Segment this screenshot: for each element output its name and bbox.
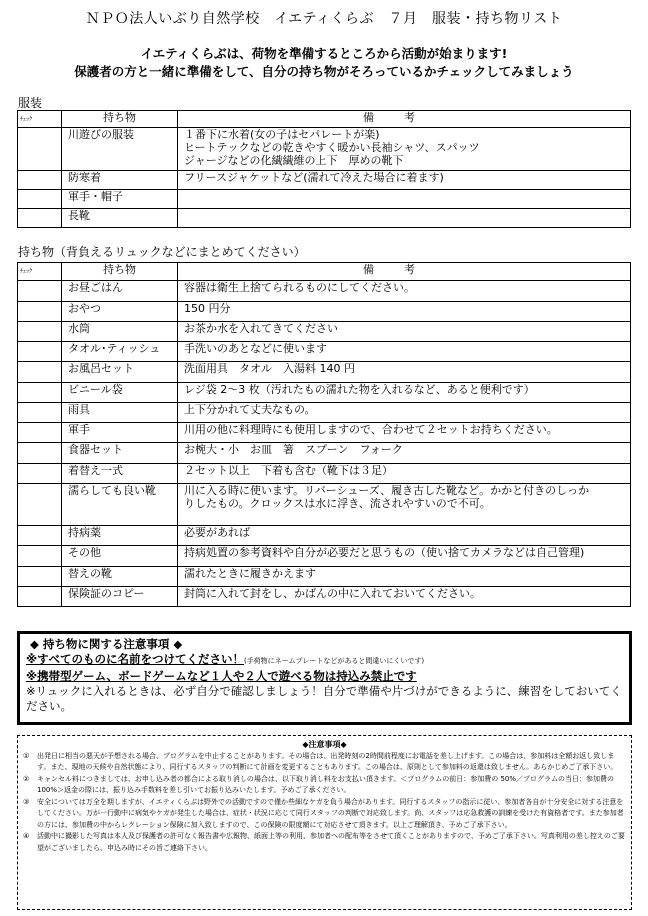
note-cell [178, 209, 631, 228]
terms-item [23, 797, 626, 832]
terms-item-number: ① [23, 751, 30, 760]
check-box-cell[interactable] [18, 526, 62, 546]
table-row [18, 423, 631, 443]
table-row [18, 302, 631, 322]
note-line: 持病処置の参考資料や自分が必要だと思うもの（使い捨てカメラなどは自己管理) [184, 546, 585, 559]
terms-item [23, 774, 626, 797]
note-line: 150 円分 [184, 302, 231, 315]
table-row [18, 190, 631, 209]
note-cell [178, 281, 631, 302]
item-cell: おやつ [62, 302, 178, 322]
item-column-header: 持ち物 [62, 263, 178, 281]
note-cell [178, 362, 631, 383]
note-line: ヒートテックなどの乾きやすく暖かい長袖シャツ、スパッツ [184, 141, 480, 154]
table-row [18, 526, 631, 546]
belongings-section-label: 持ち物（背負えるリュックなどにまとめてください） [18, 245, 306, 259]
note-cell [178, 302, 631, 322]
note-column-header: 備考 [178, 263, 631, 281]
terms-list [23, 751, 626, 855]
note-cell [178, 383, 631, 403]
item-column-header: 持ち物 [62, 111, 178, 128]
note-cell [178, 171, 631, 190]
table-row [18, 362, 631, 383]
check-box-cell[interactable] [18, 362, 62, 383]
note-line: 川用の他に料理時にも使用しますので、合わせて２セットお持ちください。 [184, 423, 558, 436]
table-row [18, 567, 631, 587]
terms-item-number: ② [23, 774, 30, 783]
terms-item-text: キャンセル料につきましては、お申し込み者の都合による取り消しの場合は、以下取り消し料をお支払い頂きます。＜プログラムの前日：参加費の 50%／プログラムの当日：参加費の 100%＞返金の際には、振り込み手数料を差し引いてお振り込みいたします。予めご了承ください。 [37, 774, 614, 794]
check-box-cell[interactable] [18, 567, 62, 587]
item-cell: 食器セット [62, 443, 178, 464]
item-cell: 替えの靴 [62, 567, 178, 587]
item-cell: 川遊びの服装 [62, 128, 178, 171]
terms-item [23, 831, 626, 854]
check-box-cell[interactable] [18, 443, 62, 464]
check-box-cell[interactable] [18, 484, 62, 526]
note-cell [178, 342, 631, 362]
table-row [18, 128, 631, 171]
table-row [18, 322, 631, 342]
table-row [18, 403, 631, 423]
table-row [18, 587, 631, 607]
note-cell [178, 423, 631, 443]
note-line: 濡れたときに履きかえます [184, 567, 316, 580]
table-row [18, 464, 631, 484]
note-line: りしたもの。クロックスは水に浮き、流されやすいので不可。 [184, 497, 491, 510]
item-cell: 持病薬 [62, 526, 178, 546]
note-cell [178, 128, 631, 171]
belongings-table [17, 262, 631, 607]
terms-item-number: ③ [23, 797, 30, 806]
table-row [18, 171, 631, 190]
terms-item-text: 安全については万全を期しますが、イエティくらぶは野外での活動ですので僅か些細なケガを負う場合があります。同行するスタッフの指示に従い、参加者各自が十分安全に対する注意をしてください。万が一行動中に病気やケガが発生した場合は、症状・状況に応じて同行スタッフの判断で対応致します。尚、スタッフは応急救護の訓練を受けた有資格者です。また参加者の方には、参加費の中からレクレーション保険に加入致しますので、この保険の限度額にて対応させて頂きます。以上ご理解頂き、予めご了承下さい。 [37, 797, 624, 829]
note-line: 上下分かれて丈夫なもの。 [184, 403, 316, 416]
notice-no-games: ※携帯型ゲーム、ボードゲームなど１人や２人で遊べる物は持込み禁止です [26, 669, 417, 683]
note-cell [178, 464, 631, 484]
terms-item-text: 活動中に撮影した写真は本人及び保護者の許可なく報告書や広報物、紙面上等の利用、参加者への配布等をさせて頂くことがありますので、予めご了承下さい。写真利用の差し控えのご要望がございましたら、申込み時にその旨ご連絡下さい。 [37, 832, 625, 852]
note-line: お椀大・小 お皿 箸 スプーン フォーク [184, 443, 403, 456]
check-box-cell[interactable] [18, 322, 62, 342]
check-box-cell[interactable] [18, 546, 62, 567]
note-line: お茶か水を入れてきてください [184, 322, 338, 335]
clothing-section-label: 服装 [18, 96, 43, 110]
table-row [18, 383, 631, 403]
table-row [18, 484, 631, 526]
belongings-notice-box [17, 631, 632, 725]
note-line: 必要があれば [184, 526, 250, 539]
item-cell: タオル･ティッシュ [62, 342, 178, 362]
item-cell: 濡らしても良い靴 [62, 484, 178, 526]
check-box-cell[interactable] [18, 383, 62, 403]
item-cell: お昼ごはん [62, 281, 178, 302]
item-cell: 着替え一式 [62, 464, 178, 484]
note-line: 容器は衛生上捨てられるものにしてください。 [184, 281, 415, 294]
intro-text [0, 45, 648, 81]
check-box-cell[interactable] [18, 128, 62, 171]
clothing-table [17, 110, 631, 228]
table-row [18, 209, 631, 228]
item-cell: 軍手・帽子 [62, 190, 178, 209]
note-line: 洗面用具 タオル 入湯料 140 円 [184, 362, 355, 375]
note-cell [178, 587, 631, 607]
note-cell [178, 526, 631, 546]
note-cell [178, 443, 631, 464]
notice-check-yourself: ※リュックに入れるときは、必ず自分で確認しましょう！自分で準備や片づけができるように、練習をしておいてください。 [26, 684, 622, 713]
item-cell: その他 [62, 546, 178, 567]
notice-name-labels-hint: (手荷物にネームプレートなどがあると間違いにくいです) [243, 657, 425, 665]
note-cell [178, 190, 631, 209]
item-cell: お風呂セット [62, 362, 178, 383]
check-box-cell[interactable] [18, 171, 62, 190]
item-cell: 雨具 [62, 403, 178, 423]
note-line: フリースジャケットなど(濡れて冷えた場合に着ます) [184, 171, 444, 184]
note-line: ジャージなどの化繊繊維の上下 厚めの靴下 [184, 154, 404, 167]
item-cell: 水筒 [62, 322, 178, 342]
check-box-cell[interactable] [18, 464, 62, 484]
terms-item-text: 出発日に相当の悪天が予想される場合、プログラムを中止することがあります。その場合は、出発時刻の2時間前程度にお電話を差し上げます。この場合は、参加料は全額お返し致します。また、現地の天候や自然状態により、同行するスタッフの判断にて計画を変更することもあります。この場合は、原則として参加料の返還は致しません。あらかじめご了承下さい。 [37, 751, 618, 771]
check-box-cell[interactable] [18, 302, 62, 322]
note-cell [178, 546, 631, 567]
check-box-cell[interactable] [18, 190, 62, 209]
table-row [18, 342, 631, 362]
item-cell: ビニール袋 [62, 383, 178, 403]
note-column-header: 備考 [178, 111, 631, 128]
note-line: レジ袋 2～3 枚（汚れたもの濡れた物を入れるなど、あると便利です） [184, 383, 535, 396]
check-box-cell[interactable] [18, 342, 62, 362]
notice-name-labels: ※すべてのものに名前をつけてください！ [26, 652, 244, 666]
table-row [18, 546, 631, 567]
check-box-cell[interactable] [18, 403, 62, 423]
note-line: 封筒に入れて封をし、かばんの中に入れておいてください。 [184, 587, 481, 600]
terms-item-number: ④ [23, 832, 30, 840]
note-cell [178, 403, 631, 423]
terms-box [17, 735, 632, 910]
note-cell [178, 322, 631, 342]
notice-heading: ◆ 持ち物に関する注意事項 ◆ [30, 637, 183, 651]
table-row [18, 281, 631, 302]
note-line: 川に入る時に使います。リバーシューズ、履き古した靴など。かかと付きのしっか [184, 484, 590, 497]
item-cell: 長靴 [62, 209, 178, 228]
page-title: ＮＰＯ法人いぶり自然学校 イエティくらぶ ７月 服装・持ち物リスト [85, 11, 563, 27]
note-line: 手洗いのあとなどに使います [184, 342, 327, 355]
check-box-cell[interactable] [18, 281, 62, 302]
table-row [18, 443, 631, 464]
note-line: ２セット以上 下着も含む（靴下は３足） [184, 464, 393, 477]
item-cell: 軍手 [62, 423, 178, 443]
intro-line-1: イエティくらぶは、荷物を準備するところから活動が始まります! [140, 46, 508, 61]
check-box-cell[interactable] [18, 587, 62, 607]
intro-line-2: 保護者の方と一緒に準備をして、自分の持ち物がそろっているかチェックしてみましょう [74, 64, 574, 79]
note-cell [178, 484, 631, 526]
note-cell [178, 567, 631, 587]
item-cell: 保険証のコピー [62, 587, 178, 607]
terms-item [23, 751, 626, 774]
terms-heading: ◆注意事項◆ [302, 740, 347, 749]
note-line: １番下に水着(女の子はセパレートが楽) [184, 128, 380, 141]
check-box-cell[interactable] [18, 209, 62, 228]
check-box-cell[interactable] [18, 423, 62, 443]
check-column-header: ﾁｪｯｸ [18, 111, 62, 128]
check-column-header: ﾁｪｯｸ [18, 263, 62, 281]
item-cell: 防寒着 [62, 171, 178, 190]
